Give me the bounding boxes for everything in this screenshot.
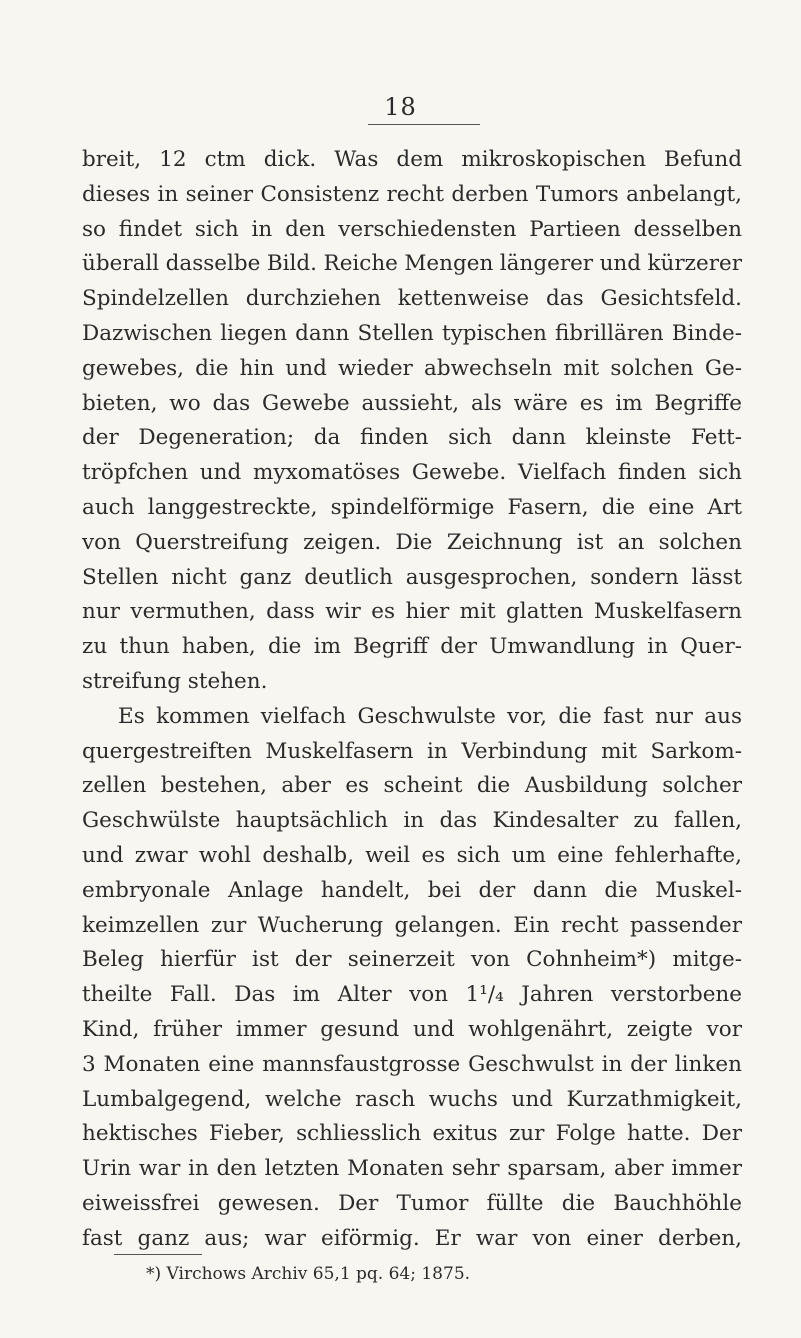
text-line: und zwar wohl deshalb, weil es sich um eine fehlerhafte,	[82, 842, 742, 868]
text-line: dieses in seiner Consistenz recht derben Tumors anbelangt,	[82, 181, 742, 207]
text-line: Stellen nicht ganz deutlich ausgesprochen, sondern lässt	[82, 564, 742, 590]
text-line: streifung stehen.	[82, 668, 268, 694]
text-line: eiweissfrei gewesen. Der Tumor füllte die Bauchhöhle	[82, 1190, 742, 1216]
text-line: Urin war in den letzten Monaten sehr sparsam, aber immer	[82, 1156, 742, 1182]
text-line: Es kommen vielfach Geschwulste vor, die fast nur aus	[118, 703, 742, 729]
text-line: quergestreiften Muskelfasern in Verbindung mit Sarkom-	[82, 738, 742, 764]
text-line: Beleg hierfür ist der seinerzeit von Cohnheim*) mitge-	[82, 947, 742, 973]
text-line: embryonale Anlage handelt, bei der dann die Muskel-	[82, 877, 742, 903]
text-line: 3 Monaten eine mannsfaustgrosse Geschwulst in der linken	[82, 1051, 742, 1077]
text-line: nur vermuthen, dass wir es hier mit glatten Muskelfasern	[82, 599, 742, 625]
text-line: Spindelzellen durchziehen kettenweise das Gesichtsfeld.	[82, 286, 742, 312]
footnote: *) Virchows Archiv 65,1 pq. 64; 1875.	[146, 1264, 471, 1284]
header-rule	[368, 124, 480, 125]
text-line: fast ganz aus; war eiförmig. Er war von einer derben,	[82, 1225, 742, 1251]
text-line: Lumbalgegend, welche rasch wuchs und Kurzathmigkeit,	[82, 1086, 742, 1112]
text-line: theilte Fall. Das im Alter von 1¹/₄ Jahren verstorbene	[82, 982, 742, 1008]
text-line: keimzellen zur Wucherung gelangen. Ein recht passender	[82, 912, 742, 938]
text-line: tröpfchen und myxomatöses Gewebe. Vielfach finden sich	[82, 460, 742, 486]
body-text	[82, 143, 742, 1257]
text-line: so findet sich in den verschiedensten Partieen desselben	[82, 216, 742, 242]
text-line: Geschwülste hauptsächlich in das Kindesalter zu fallen,	[82, 808, 742, 834]
text-line: zellen bestehen, aber es scheint die Ausbildung solcher	[82, 773, 742, 799]
text-line: breit, 12 ctm dick. Was dem mikroskopischen Befund	[82, 147, 742, 172]
footnote-rule	[114, 1254, 202, 1255]
text-line: überall dasselbe Bild. Reiche Mengen längerer und kürzerer	[82, 251, 742, 277]
text-line: der Degeneration; da finden sich dann kleinste Fett-	[82, 425, 742, 451]
text-line: gewebes, die hin und wieder abwechseln mit solchen Ge-	[82, 355, 742, 381]
text-line: auch langgestreckte, spindelförmige Fasern, die eine Art	[82, 494, 742, 520]
text-line: von Querstreifung zeigen. Die Zeichnung ist an solchen	[82, 529, 742, 555]
page-number: 18	[384, 93, 417, 121]
text-line: Dazwischen liegen dann Stellen typischen fibrillären Binde-	[82, 320, 742, 346]
text-line: bieten, wo das Gewebe aussieht, als wäre es im Begriffe	[82, 390, 742, 416]
text-line: zu thun haben, die im Begriff der Umwandlung in Quer-	[82, 634, 742, 660]
text-line: hektisches Fieber, schliesslich exitus zur Folge hatte. Der	[82, 1121, 742, 1147]
text-line: Kind, früher immer gesund und wohlgenährt, zeigte vor	[82, 1016, 742, 1042]
